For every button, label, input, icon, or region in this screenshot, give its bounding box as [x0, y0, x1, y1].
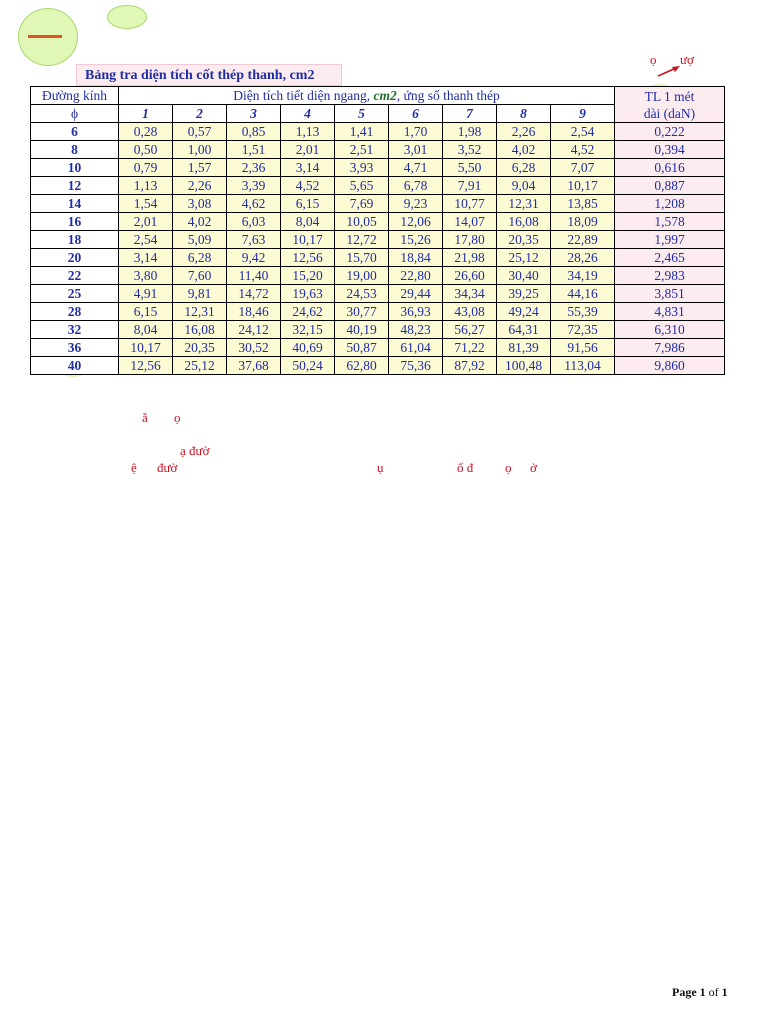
area-cell: 50,24	[281, 357, 335, 375]
area-cell: 12,06	[389, 213, 443, 231]
table-row	[31, 177, 725, 195]
area-cell: 5,09	[173, 231, 227, 249]
diameter-cell: 14	[31, 195, 119, 213]
area-header-unit: cm2	[373, 88, 397, 103]
area-cell: 113,04	[551, 357, 615, 375]
annotation-top-right-2: ượ	[680, 52, 694, 67]
weight-cell: 1,208	[615, 195, 725, 213]
area-cell: 61,04	[389, 339, 443, 357]
area-cell: 9,81	[173, 285, 227, 303]
area-cell: 1,70	[389, 123, 443, 141]
page-total: 1	[721, 985, 728, 999]
table-row	[31, 357, 725, 375]
area-cell: 100,48	[497, 357, 551, 375]
area-cell: 18,84	[389, 249, 443, 267]
area-cell: 87,92	[443, 357, 497, 375]
area-header-prefix: Diện tích tiết diện ngang,	[233, 88, 374, 103]
area-cell: 4,02	[497, 141, 551, 159]
diameter-cell: 22	[31, 267, 119, 285]
area-cell: 3,14	[119, 249, 173, 267]
area-cell: 7,91	[443, 177, 497, 195]
area-cell: 0,85	[227, 123, 281, 141]
area-cell: 56,27	[443, 321, 497, 339]
annotation-line3-e: ọ	[505, 460, 512, 475]
diameter-symbol: ϕ	[31, 105, 119, 123]
area-cell: 43,08	[443, 303, 497, 321]
weight-cell: 7,986	[615, 339, 725, 357]
table-row	[31, 141, 725, 159]
area-cell: 18,46	[227, 303, 281, 321]
area-cell: 37,68	[227, 357, 281, 375]
area-cell: 6,28	[173, 249, 227, 267]
weight-cell: 0,222	[615, 123, 725, 141]
diameter-cell: 8	[31, 141, 119, 159]
area-cell: 4,71	[389, 159, 443, 177]
area-cell: 26,60	[443, 267, 497, 285]
table-row	[31, 285, 725, 303]
area-cell: 7,60	[173, 267, 227, 285]
table-row	[31, 123, 725, 141]
weight-cell: 0,887	[615, 177, 725, 195]
area-cell: 7,07	[551, 159, 615, 177]
area-cell: 21,98	[443, 249, 497, 267]
area-cell: 2,01	[119, 213, 173, 231]
weight-cell: 2,983	[615, 267, 725, 285]
table-row	[31, 339, 725, 357]
area-cell: 40,19	[335, 321, 389, 339]
table-row	[31, 249, 725, 267]
area-cell: 40,69	[281, 339, 335, 357]
weight-cell: 3,851	[615, 285, 725, 303]
area-cell: 14,07	[443, 213, 497, 231]
area-cell: 30,40	[497, 267, 551, 285]
area-cell: 3,01	[389, 141, 443, 159]
area-cell: 3,93	[335, 159, 389, 177]
area-cell: 9,04	[497, 177, 551, 195]
diameter-cell: 28	[31, 303, 119, 321]
table-row	[31, 303, 725, 321]
weight-header-line1: TL 1 mét	[644, 88, 695, 104]
annotation-line3-d: ố đ	[457, 460, 474, 475]
table-title: Bảng tra diện tích cốt thép thanh, cm2	[76, 64, 342, 86]
red-arrow-icon	[656, 64, 682, 78]
area-cell: 4,52	[551, 141, 615, 159]
area-cell: 6,15	[281, 195, 335, 213]
area-cell: 4,52	[281, 177, 335, 195]
bar-count-header: 2	[173, 105, 227, 123]
weight-cell: 1,578	[615, 213, 725, 231]
area-cell: 0,50	[119, 141, 173, 159]
area-cell: 11,40	[227, 267, 281, 285]
area-cell: 15,70	[335, 249, 389, 267]
diameter-cell: 12	[31, 177, 119, 195]
diameter-cell: 18	[31, 231, 119, 249]
area-cell: 25,12	[497, 249, 551, 267]
area-cell: 15,20	[281, 267, 335, 285]
area-cell: 12,31	[173, 303, 227, 321]
area-cell: 30,77	[335, 303, 389, 321]
area-cell: 48,23	[389, 321, 443, 339]
area-cell: 1,57	[173, 159, 227, 177]
diameter-cell: 6	[31, 123, 119, 141]
page-current: 1	[699, 985, 706, 999]
area-cell: 1,00	[173, 141, 227, 159]
area-cell: 10,17	[119, 339, 173, 357]
area-cell: 4,02	[173, 213, 227, 231]
area-cell: 10,05	[335, 213, 389, 231]
area-cell: 6,03	[227, 213, 281, 231]
area-cell: 16,08	[173, 321, 227, 339]
bar-count-header: 3	[227, 105, 281, 123]
area-cell: 39,25	[497, 285, 551, 303]
bar-count-header: 7	[443, 105, 497, 123]
area-cell: 24,53	[335, 285, 389, 303]
area-cell: 10,17	[281, 231, 335, 249]
area-cell: 15,26	[389, 231, 443, 249]
annotation-line3-b: đườ	[157, 460, 178, 475]
area-cell: 8,04	[119, 321, 173, 339]
area-cell: 9,42	[227, 249, 281, 267]
steel-area-table	[30, 86, 725, 375]
area-cell: 2,36	[227, 159, 281, 177]
diameter-header: Đường kính	[31, 87, 119, 105]
area-cell: 91,56	[551, 339, 615, 357]
area-cell: 1,13	[119, 177, 173, 195]
area-cell: 1,54	[119, 195, 173, 213]
table-row	[31, 195, 725, 213]
area-cell: 0,79	[119, 159, 173, 177]
area-cell: 22,80	[389, 267, 443, 285]
area-cell: 17,80	[443, 231, 497, 249]
area-cell: 13,85	[551, 195, 615, 213]
bar-count-header: 6	[389, 105, 443, 123]
area-cell: 1,41	[335, 123, 389, 141]
area-cell: 12,72	[335, 231, 389, 249]
weight-cell: 6,310	[615, 321, 725, 339]
weight-header-line2: dài (daN)	[643, 105, 696, 121]
annotation-line3-a: ệ	[131, 460, 137, 475]
area-cell: 10,77	[443, 195, 497, 213]
area-cell: 20,35	[173, 339, 227, 357]
annotation-line3-f: ở	[530, 460, 537, 475]
bar-count-header: 4	[281, 105, 335, 123]
annotation-line3-c: ụ	[377, 460, 384, 475]
area-cell: 5,65	[335, 177, 389, 195]
area-cell: 7,69	[335, 195, 389, 213]
area-cell: 64,31	[497, 321, 551, 339]
area-cell: 20,35	[497, 231, 551, 249]
area-cell: 2,26	[497, 123, 551, 141]
area-cell: 34,34	[443, 285, 497, 303]
area-cell: 8,04	[281, 213, 335, 231]
area-cell: 28,26	[551, 249, 615, 267]
page-word: Page	[672, 985, 697, 999]
bar-count-header: 5	[335, 105, 389, 123]
highlight-oval-top	[107, 5, 147, 29]
area-cell: 9,23	[389, 195, 443, 213]
annotation-top-right-1: ọ	[650, 52, 657, 67]
table-row	[31, 231, 725, 249]
diameter-cell: 36	[31, 339, 119, 357]
area-cell: 3,39	[227, 177, 281, 195]
table-row	[31, 321, 725, 339]
area-cell: 2,26	[173, 177, 227, 195]
weight-header	[615, 87, 725, 123]
area-cell: 4,62	[227, 195, 281, 213]
table-row	[31, 267, 725, 285]
weight-cell: 2,465	[615, 249, 725, 267]
area-cell: 3,52	[443, 141, 497, 159]
area-cell: 0,57	[173, 123, 227, 141]
area-cell: 5,50	[443, 159, 497, 177]
area-cell: 71,22	[443, 339, 497, 357]
of-word: of	[708, 985, 719, 999]
table-row	[31, 159, 725, 177]
diameter-cell: 25	[31, 285, 119, 303]
diameter-cell: 32	[31, 321, 119, 339]
area-cell: 14,72	[227, 285, 281, 303]
area-cell: 30,52	[227, 339, 281, 357]
area-cell: 0,28	[119, 123, 173, 141]
area-cell: 1,51	[227, 141, 281, 159]
weight-cell: 0,616	[615, 159, 725, 177]
area-cell: 4,91	[119, 285, 173, 303]
area-cell: 19,63	[281, 285, 335, 303]
area-cell: 6,78	[389, 177, 443, 195]
weight-cell: 1,997	[615, 231, 725, 249]
area-cell: 7,63	[227, 231, 281, 249]
area-cell: 32,15	[281, 321, 335, 339]
area-cell: 1,98	[443, 123, 497, 141]
diameter-cell: 40	[31, 357, 119, 375]
area-cell: 3,14	[281, 159, 335, 177]
header-row-1	[31, 87, 725, 105]
area-cell: 50,87	[335, 339, 389, 357]
area-cell: 12,56	[119, 357, 173, 375]
area-cell: 1,13	[281, 123, 335, 141]
dash-mark	[28, 35, 62, 38]
area-cell: 75,36	[389, 357, 443, 375]
diameter-cell: 20	[31, 249, 119, 267]
area-cell: 2,01	[281, 141, 335, 159]
area-cell: 19,00	[335, 267, 389, 285]
area-cell: 18,09	[551, 213, 615, 231]
area-cell: 6,15	[119, 303, 173, 321]
area-cell: 3,80	[119, 267, 173, 285]
area-cell: 29,44	[389, 285, 443, 303]
area-cell: 62,80	[335, 357, 389, 375]
area-cell: 36,93	[389, 303, 443, 321]
area-cell: 34,19	[551, 267, 615, 285]
area-cell: 3,08	[173, 195, 227, 213]
area-cell: 22,89	[551, 231, 615, 249]
bar-count-header: 1	[119, 105, 173, 123]
area-cell: 2,54	[119, 231, 173, 249]
area-header-suffix: , ứng số thanh thép	[396, 88, 500, 103]
table-row	[31, 213, 725, 231]
area-cell: 2,51	[335, 141, 389, 159]
area-cell: 24,62	[281, 303, 335, 321]
area-cell: 12,56	[281, 249, 335, 267]
area-header	[119, 87, 615, 105]
area-cell: 12,31	[497, 195, 551, 213]
area-cell: 55,39	[551, 303, 615, 321]
annotation-line1-a: ắ	[142, 410, 148, 425]
diameter-cell: 10	[31, 159, 119, 177]
area-cell: 24,12	[227, 321, 281, 339]
page-footer	[672, 985, 728, 1000]
weight-cell: 0,394	[615, 141, 725, 159]
bar-count-header: 8	[497, 105, 551, 123]
area-cell: 16,08	[497, 213, 551, 231]
area-cell: 49,24	[497, 303, 551, 321]
bar-count-header: 9	[551, 105, 615, 123]
weight-cell: 9,860	[615, 357, 725, 375]
area-cell: 6,28	[497, 159, 551, 177]
area-cell: 81,39	[497, 339, 551, 357]
annotation-line1-b: ọ	[174, 410, 181, 425]
area-cell: 44,16	[551, 285, 615, 303]
diameter-cell: 16	[31, 213, 119, 231]
area-cell: 25,12	[173, 357, 227, 375]
annotation-line2: ạ đườ	[180, 443, 210, 458]
area-cell: 2,54	[551, 123, 615, 141]
weight-cell: 4,831	[615, 303, 725, 321]
area-cell: 10,17	[551, 177, 615, 195]
area-cell: 72,35	[551, 321, 615, 339]
